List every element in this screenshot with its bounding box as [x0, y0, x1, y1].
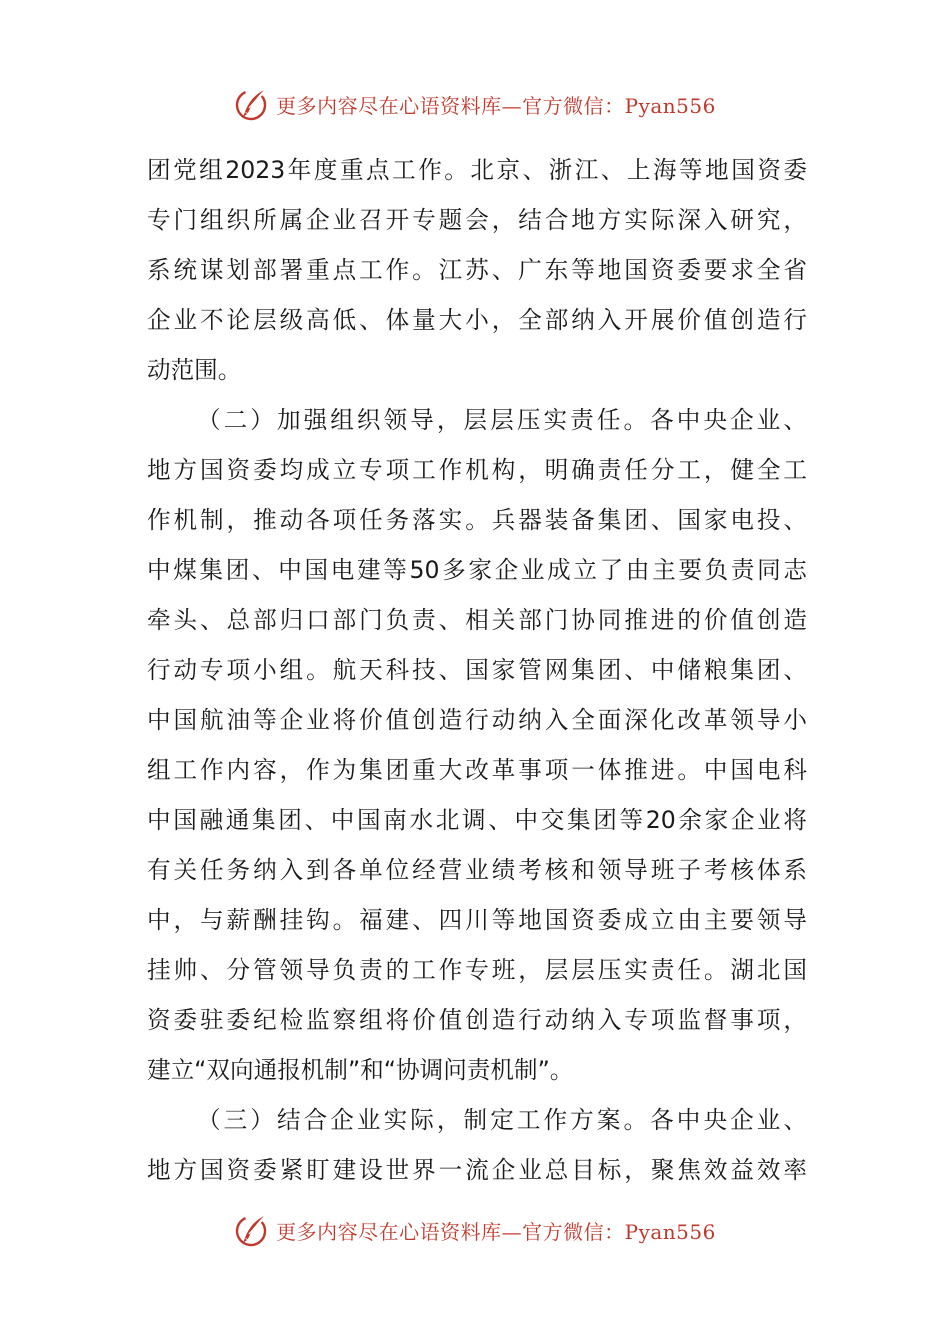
document-body: [147, 145, 807, 1195]
text-line: 中国融通集团、中国南水北调、中交集团等20余家企业将: [147, 806, 807, 834]
quill-pen-logo-icon: [234, 1212, 270, 1248]
text-line: 组工作内容，作为集团重大改革事项一体推进。中国电科: [147, 756, 807, 784]
text-line: 有关任务纳入到各单位经营业绩考核和领导班子考核体系: [147, 856, 807, 884]
header-watermark: [0, 84, 950, 124]
quill-pen-logo-icon: [234, 86, 270, 122]
text-line: 挂帅、分管领导负责的工作专班，层层压实责任。湖北国: [147, 956, 807, 984]
text-line: 作机制，推动各项任务落实。兵器装备集团、国家电投、: [147, 506, 807, 534]
text-line: 牵头、总部归口部门负责、相关部门协同推进的价值创造: [147, 606, 807, 634]
text-line: 中煤集团、中国电建等50多家企业成立了由主要负责同志: [147, 556, 807, 584]
text-line: 地方国资委紧盯建设世界一流企业总目标，聚焦效益效率: [147, 1156, 807, 1184]
text-line: （二）加强组织领导，层层压实责任。各中央企业、: [197, 406, 807, 434]
text-line: 中国航油等企业将价值创造行动纳入全面深化改革领导小: [147, 706, 807, 734]
text-line: 团党组2023年度重点工作。北京、浙江、上海等地国资委: [147, 156, 807, 184]
text-line: 资委驻委纪检监察组将价值创造行动纳入专项监督事项，: [147, 1006, 807, 1034]
text-line: 建立“双向通报机制”和“协调问责机制”。: [147, 1056, 574, 1084]
text-line: 动范围。: [147, 356, 242, 384]
text-line: 系统谋划部署重点工作。江苏、广东等地国资委要求全省: [147, 256, 807, 284]
text-line: 地方国资委均成立专项工作机构，明确责任分工，健全工: [147, 456, 807, 484]
text-line: （三）结合企业实际，制定工作方案。各中央企业、: [197, 1106, 807, 1134]
text-line: 企业不论层级高低、体量大小，全部纳入开展价值创造行: [147, 306, 807, 334]
watermark-text: 更多内容尽在心语资料库—官方微信：Pyan556: [276, 93, 716, 118]
footer-watermark: [0, 1210, 950, 1250]
text-line: 行动专项小组。航天科技、国家管网集团、中储粮集团、: [147, 656, 807, 684]
watermark-text: 更多内容尽在心语资料库—官方微信：Pyan556: [276, 1219, 716, 1244]
text-line: 专门组织所属企业召开专题会，结合地方实际深入研究，: [147, 206, 807, 234]
text-line: 中，与薪酬挂钩。福建、四川等地国资委成立由主要领导: [147, 906, 807, 934]
